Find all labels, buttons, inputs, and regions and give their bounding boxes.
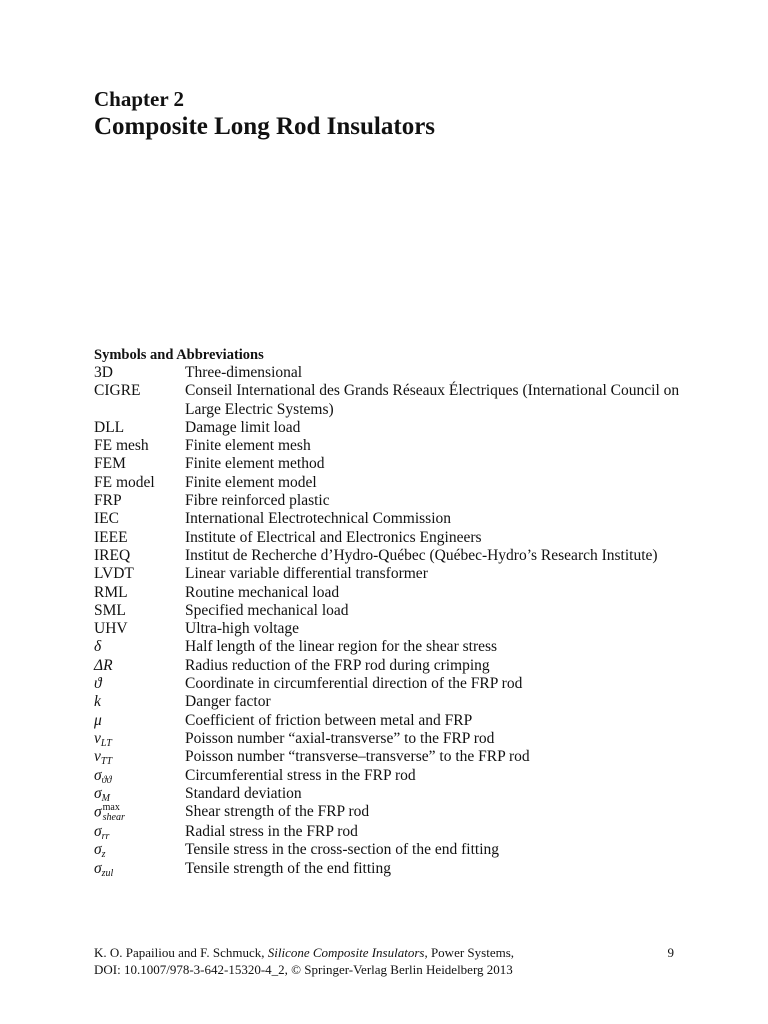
symbol-base: FRP: [94, 492, 122, 510]
symbol-row: [94, 785, 684, 803]
symbol-row: [94, 657, 684, 675]
symbol-definition: Three-dimensional: [185, 364, 303, 381]
symbol-base: FE model: [94, 473, 155, 491]
symbol-row: [94, 474, 684, 492]
symbol-definition: Finite element method: [185, 455, 325, 473]
symbol-term: [94, 510, 185, 528]
symbol-base: IEEE: [94, 528, 128, 546]
symbol-row: [94, 712, 684, 730]
symbol-row: [94, 675, 684, 693]
symbol-term: [94, 602, 185, 620]
symbol-row: [94, 730, 684, 748]
symbol-base: σ: [94, 766, 102, 784]
symbol-definition: Linear variable differential transformer: [185, 565, 428, 583]
symbol-definition: Tensile strength of the end fitting: [185, 859, 391, 877]
symbol-definition: Radial stress in the FRP rod: [185, 823, 358, 841]
symbol-definition: Ultra-high voltage: [185, 620, 300, 638]
symbol-term: [94, 657, 185, 675]
symbol-base: FEM: [94, 455, 126, 473]
symbol-row: [94, 455, 684, 473]
symbol-base: k: [94, 693, 101, 711]
symbol-row: [94, 748, 684, 766]
symbol-row: [94, 565, 684, 583]
symbol-row: [94, 584, 684, 602]
symbol-row: [94, 382, 684, 419]
symbol-definition: Coefficient of friction between metal and FRP: [185, 711, 473, 729]
symbol-base: IREQ: [94, 546, 131, 564]
chapter-label: Chapter 2: [94, 87, 185, 111]
symbol-term: [94, 712, 185, 730]
symbol-term: [94, 860, 185, 878]
citation-series: , Power Systems,: [424, 945, 515, 960]
symbol-base: δ: [94, 638, 102, 656]
symbol-subscript: TT: [100, 756, 113, 768]
symbol-term: [94, 474, 185, 492]
symbol-definition: Routine mechanical load: [185, 583, 340, 601]
symbol-term: [94, 638, 185, 656]
symbols-section: [94, 346, 684, 878]
symbol-base: ν: [94, 748, 101, 766]
symbol-term: [94, 803, 185, 823]
symbol-base: IEC: [94, 510, 119, 528]
symbol-row: [94, 620, 684, 638]
symbol-base: FE mesh: [94, 437, 149, 455]
page-footer: [94, 944, 674, 978]
symbol-row: [94, 823, 684, 841]
symbol-row: [94, 638, 684, 656]
symbol-term: [94, 730, 185, 748]
page-number: 9: [667, 945, 674, 960]
symbol-definition: Finite element model: [185, 473, 317, 491]
symbol-term: [94, 529, 185, 547]
symbol-base: σ: [94, 784, 102, 802]
symbol-row: [94, 767, 684, 785]
symbol-subscript: ϑϑ: [101, 774, 112, 786]
symbol-subscript: z: [101, 849, 106, 861]
symbol-base: LVDT: [94, 565, 134, 583]
symbol-row: [94, 602, 684, 620]
symbol-subscript: rr: [101, 831, 110, 843]
symbol-term: [94, 693, 185, 711]
symbol-definition: Half length of the linear region for the shear stress: [185, 638, 498, 656]
symbol-definition: Conseil International des Grands Réseaux Électriques (International Council on Large Electric Systems): [185, 382, 680, 418]
symbol-definition: Radius reduction of the FRP rod during crimping: [185, 656, 490, 674]
symbol-row: [94, 419, 684, 437]
symbol-term: [94, 565, 185, 583]
symbol-base: SML: [94, 601, 126, 619]
symbol-term: [94, 437, 185, 455]
symbol-definition: International Electrotechnical Commission: [185, 510, 452, 528]
symbol-term: [94, 620, 185, 638]
citation-line-1: [94, 944, 514, 961]
symbol-term: [94, 748, 185, 766]
symbol-term: [94, 364, 185, 382]
symbol-definition: Institut de Recherche d’Hydro-Québec (Québec-Hydro’s Research Institute): [185, 546, 658, 564]
citation-authors: K. O. Papailiou and F. Schmuck,: [94, 945, 268, 960]
symbol-base: UHV: [94, 620, 128, 638]
symbol-term: [94, 767, 185, 785]
symbol-term: [94, 823, 185, 841]
symbol-term: [94, 841, 185, 859]
symbol-definition: Standard deviation: [185, 784, 302, 802]
symbol-definition: Finite element mesh: [185, 437, 311, 455]
symbol-base: μ: [94, 711, 102, 729]
symbol-definition: Damage limit load: [185, 418, 301, 436]
symbol-subscript: shear: [102, 812, 125, 824]
symbol-definition: Coordinate in circumferential direction of the FRP rod: [185, 675, 523, 693]
citation-line-2: DOI: 10.1007/978-3-642-15320-4_2, © Springer-Verlag Berlin Heidelberg 2013: [94, 962, 513, 977]
symbol-base: CIGRE: [94, 382, 141, 400]
symbol-base: RML: [94, 583, 128, 601]
symbol-row: [94, 510, 684, 528]
symbol-term: [94, 547, 185, 565]
symbol-superscript: max: [102, 802, 120, 814]
symbol-base: ν: [94, 729, 101, 747]
symbol-base: ϑ: [94, 675, 102, 693]
symbol-base: DLL: [94, 418, 125, 436]
book-title: Silicone Composite Insulators: [267, 945, 425, 960]
symbol-row: [94, 860, 684, 878]
chapter-title: Composite Long Rod Insulators: [94, 113, 436, 140]
symbol-subscript: LT: [100, 737, 112, 749]
symbol-definition: Institute of Electrical and Electronics Engineers: [185, 528, 482, 546]
symbol-row: [94, 529, 684, 547]
symbol-subscript: zul: [101, 867, 114, 879]
symbol-base: 3D: [94, 364, 113, 381]
symbol-definition: Danger factor: [185, 693, 271, 711]
symbol-term: [94, 675, 185, 693]
symbol-row: [94, 364, 684, 382]
symbol-base: σ: [94, 823, 102, 841]
symbol-base: σ: [94, 859, 102, 877]
symbol-definition: Shear strength of the FRP rod: [185, 803, 370, 821]
symbol-definition: Specified mechanical load: [185, 601, 349, 619]
symbol-term: [94, 382, 185, 419]
symbol-definition: Poisson number “transverse–transverse” to the FRP rod: [185, 748, 530, 766]
symbol-base: σ: [94, 803, 102, 821]
symbol-term: [94, 419, 185, 437]
symbol-term: [94, 785, 185, 803]
symbol-definition: Tensile stress in the cross-section of the end fitting: [185, 841, 500, 859]
symbol-term: [94, 492, 185, 510]
symbol-list: [94, 364, 684, 878]
symbol-row: [94, 841, 684, 859]
symbol-base: ΔR: [94, 656, 113, 674]
symbol-definition: Fibre reinforced plastic: [185, 492, 330, 510]
symbol-row: [94, 492, 684, 510]
symbol-base: σ: [94, 841, 102, 859]
symbol-term: [94, 584, 185, 602]
symbol-term: [94, 455, 185, 473]
symbol-row: [94, 547, 684, 565]
symbol-definition: Circumferential stress in the FRP rod: [185, 766, 416, 784]
symbol-definition: Poisson number “axial-transverse” to the FRP rod: [185, 729, 495, 747]
section-heading: Symbols and Abbreviations: [94, 347, 264, 363]
symbol-row: [94, 437, 684, 455]
symbol-subscript: M: [101, 792, 110, 804]
symbol-row: [94, 803, 684, 823]
symbol-row: [94, 693, 684, 711]
